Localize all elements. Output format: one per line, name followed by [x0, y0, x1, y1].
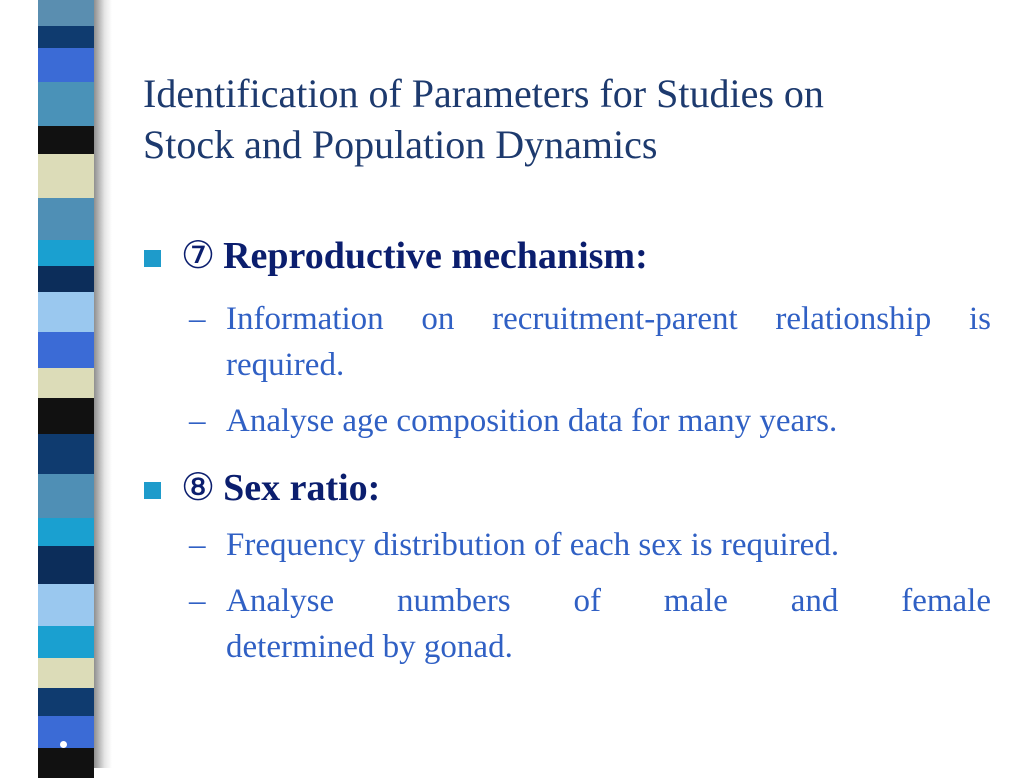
square-bullet-icon — [144, 482, 161, 499]
sub-bullet — [189, 578, 991, 624]
strip-block — [38, 154, 94, 188]
strip-block — [38, 658, 94, 688]
sub-bullet-text: Information on recruitment-parent relationship is required. — [226, 301, 991, 383]
section-heading-reproductive — [143, 230, 993, 282]
strip-block — [38, 626, 94, 658]
sub-bullet — [189, 398, 991, 444]
sub-bullet-text: Frequency distribution of each sex is required. — [226, 527, 840, 563]
dash-bullet: – — [189, 583, 206, 619]
strip-block — [38, 266, 94, 292]
strip-block — [38, 474, 94, 518]
strip-block — [38, 434, 94, 474]
strip-block — [38, 748, 94, 778]
strip-block — [38, 688, 94, 716]
dash-bullet: – — [189, 403, 206, 439]
sub-bullet-text: determined by gonad. — [226, 629, 513, 665]
strip-block — [38, 546, 94, 584]
slide-dot-marker — [60, 741, 67, 748]
strip-block — [38, 368, 94, 398]
title-line-1: Identification of Parameters for Studies on — [143, 71, 824, 116]
sub-bullet-text: Analyse numbers of male and female — [226, 583, 991, 619]
strip-block — [38, 332, 94, 368]
dash-bullet: – — [189, 301, 206, 337]
slide-content — [143, 230, 993, 670]
section-heading-sex-ratio — [143, 462, 993, 514]
strip-shadow — [94, 0, 112, 768]
strip-block — [38, 48, 94, 82]
sub-bullet — [189, 522, 991, 568]
strip-block — [38, 126, 94, 154]
strip-block — [38, 518, 94, 546]
strip-block — [38, 398, 94, 434]
title-line-2: Stock and Population Dynamics — [143, 122, 658, 167]
sub-bullet-continuation — [189, 624, 991, 670]
sub-bullet-text: Analyse age composition data for many years. — [226, 403, 838, 439]
section-label: Reproductive mechanism: — [223, 235, 648, 277]
strip-block — [38, 26, 94, 48]
decorative-color-strip — [38, 0, 94, 768]
strip-block — [38, 584, 94, 626]
section-label: Sex ratio: — [223, 467, 381, 509]
strip-block — [38, 188, 94, 198]
sub-bullet — [189, 296, 991, 388]
section-number: ⑦ — [181, 235, 216, 277]
strip-block — [38, 82, 94, 126]
slide-title — [143, 68, 993, 170]
strip-block — [38, 240, 94, 266]
dash-bullet: – — [189, 527, 206, 563]
strip-block — [38, 198, 94, 240]
strip-block — [38, 0, 94, 26]
section-number: ⑧ — [181, 467, 216, 509]
strip-block — [38, 292, 94, 332]
square-bullet-icon — [144, 250, 161, 267]
